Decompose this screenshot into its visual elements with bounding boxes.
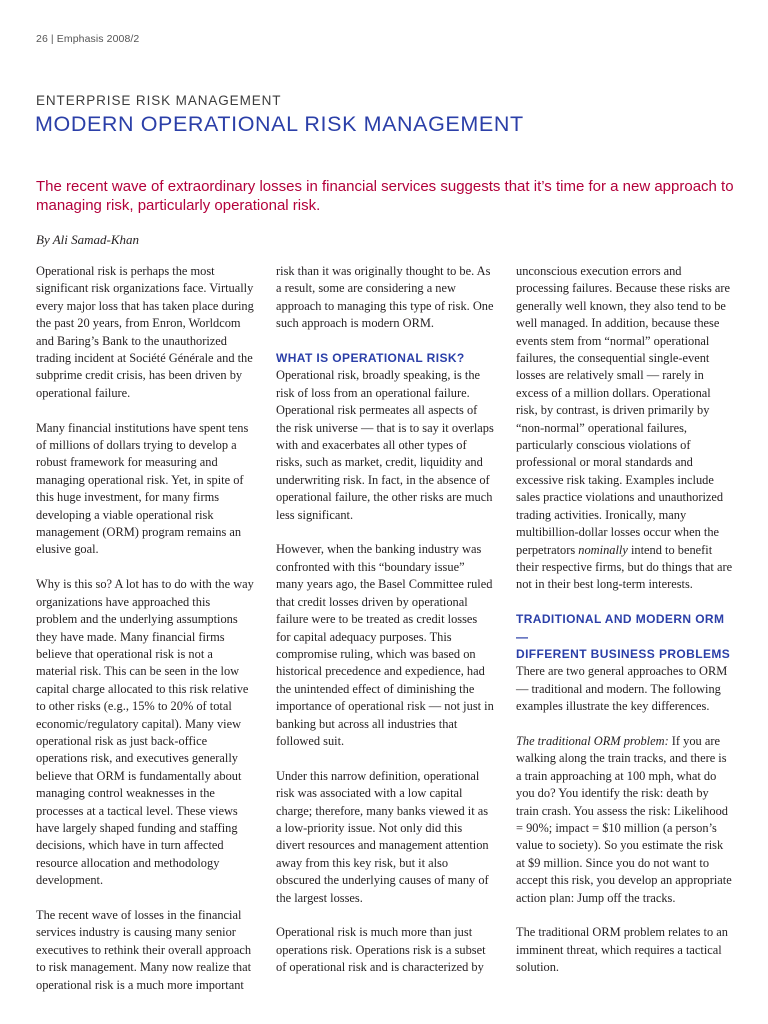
paragraph: risk than it was originally thought to be. As a result, some are considering a new approach to managing this type of risk. One such approach is modern ORM. <box>276 264 494 331</box>
text-run: If you are walking along the train tracks, and there is a train approaching at 100 mph, what do you do? You identify the risk: death by train crash. You assess the risk: Likelihood = 90%; impact = $10 million (a person’s value to society). So you estimate the risk at $9 million. Since you do not want to accept this risk, you develop an appropriate action plan: Jump off the tracks. <box>516 733 732 905</box>
page-folio: 26 | Emphasis 2008/2 <box>36 33 140 45</box>
paragraph: Operational risk is much more than just operations risk. Operations risk is a subset of operational risk and is characterized by <box>276 925 486 975</box>
paragraph <box>516 263 734 594</box>
heading-line: TRADITIONAL AND MODERN ORM — <box>516 612 725 644</box>
section-kicker: ENTERPRISE RISK MANAGEMENT <box>36 93 282 108</box>
paragraph: The traditional ORM problem relates to an imminent threat, which requires a tactical solution. <box>516 925 728 975</box>
paragraph: The recent wave of losses in the financial services industry is causing many senior executives to rethink their overall approach to risk management. Many now realize that operational risk is a much more important <box>36 907 252 992</box>
text-run: intend to benefit their respective firms, but do things that are not in their best long-term interests. <box>516 542 733 592</box>
paragraph <box>516 733 734 907</box>
byline: By Ali Samad-Khan <box>36 232 140 247</box>
section-heading-what-is-operational-risk: WHAT IS OPERATIONAL RISK? <box>276 351 465 366</box>
paragraph: Operational risk, broadly speaking, is the risk of loss from an operational failure. Operational risk permeates all aspects of the risk universe — that is to say it overlaps with and exacerbates all other types of risks, such as market, credit, liquidity and underwriting risk. In fact, in the absence of operational failure, the other risks are much less significant. <box>276 368 494 522</box>
emphasis-text: The traditional ORM problem: <box>516 733 669 748</box>
article-deck: The recent wave of extraordinary losses in financial services suggests that it’s time for a new approach to managing risk, particularly operational risk. <box>36 178 734 214</box>
paragraph: However, when the banking industry was confronted with this “boundary issue” many years ago, the Basel Committee ruled that credit losses driven by operational failure were to be treated as credit losses for capital adequacy purposes. This compromise ruling, which was based on historical precedence and expedience, had the unintended effect of diminishing the importance of operational risk — not just in banking but across all industries that followed suit. <box>276 542 494 748</box>
paragraph: Operational risk is perhaps the most significant risk organizations face. Virtually every major loss that has taken place during the past 20 years, from Enron, Worldcom and Baring’s Bank to the unauthorized trading incident at Société Générale and the subprime credit crisis, has been driven by operational failure. <box>36 264 254 400</box>
column-3 <box>516 263 734 994</box>
section-heading-traditional-modern-orm <box>516 611 734 663</box>
paragraph: Why is this so? A lot has to do with the way organizations have approached this problem and the underlying assumptions they have made. Many financial firms believe that operational risk is not a material risk. This can be seen in the low capital charge allocated to this risk relative to other risks (e.g., 15% to 20% of total economic/regulatory capital). Many view operational risk as just back-office operations risk, and executives generally believe that ORM is fundamentally about managing control weaknesses in the processes at a tactical level. These views have largely shaped funding and staffing decisions, which have in turn affected resource allocation and methodology development. <box>36 577 254 888</box>
heading-line: DIFFERENT BUSINESS PROBLEMS <box>516 646 731 661</box>
column-1 <box>36 263 254 1011</box>
paragraph: There are two general approaches to ORM — traditional and modern. The following examples illustrate the key differences. <box>516 664 728 714</box>
column-2 <box>276 263 494 994</box>
paragraph: Many financial institutions have spent tens of millions of dollars trying to develop a robust framework for measuring and managing operational risk. Yet, in spite of this huge investment, for many firms developing a viable operational risk management (ORM) program remains an elusive goal. <box>36 420 249 557</box>
paragraph: Under this narrow definition, operational risk was associated with a low capital charge; therefore, many banks viewed it as a low-priority issue. Not only did this divert resources and management attention away from this key risk, but it also obscured the underlying causes of many of the largest losses. <box>276 768 489 905</box>
text-run: unconscious execution errors and processing failures. Because these risks are generally well known, they also tend to be well managed. In addition, because these events stem from “normal” operational failures, the consequential single-event losses are relatively small — rarely in excess of a million dollars. Operational risk, by contrast, is driven primarily by “non-normal” operational failures, particularly conscious violations of professional or moral standards and excessive risk taking. Examples include sales practice violations and unauthorized trading activities. Ironically, many multibillion-dollar losses occur when the perpetrators <box>516 264 731 557</box>
emphasis-text: nominally <box>578 542 628 557</box>
article-title: MODERN OPERATIONAL RISK MANAGEMENT <box>35 112 524 136</box>
